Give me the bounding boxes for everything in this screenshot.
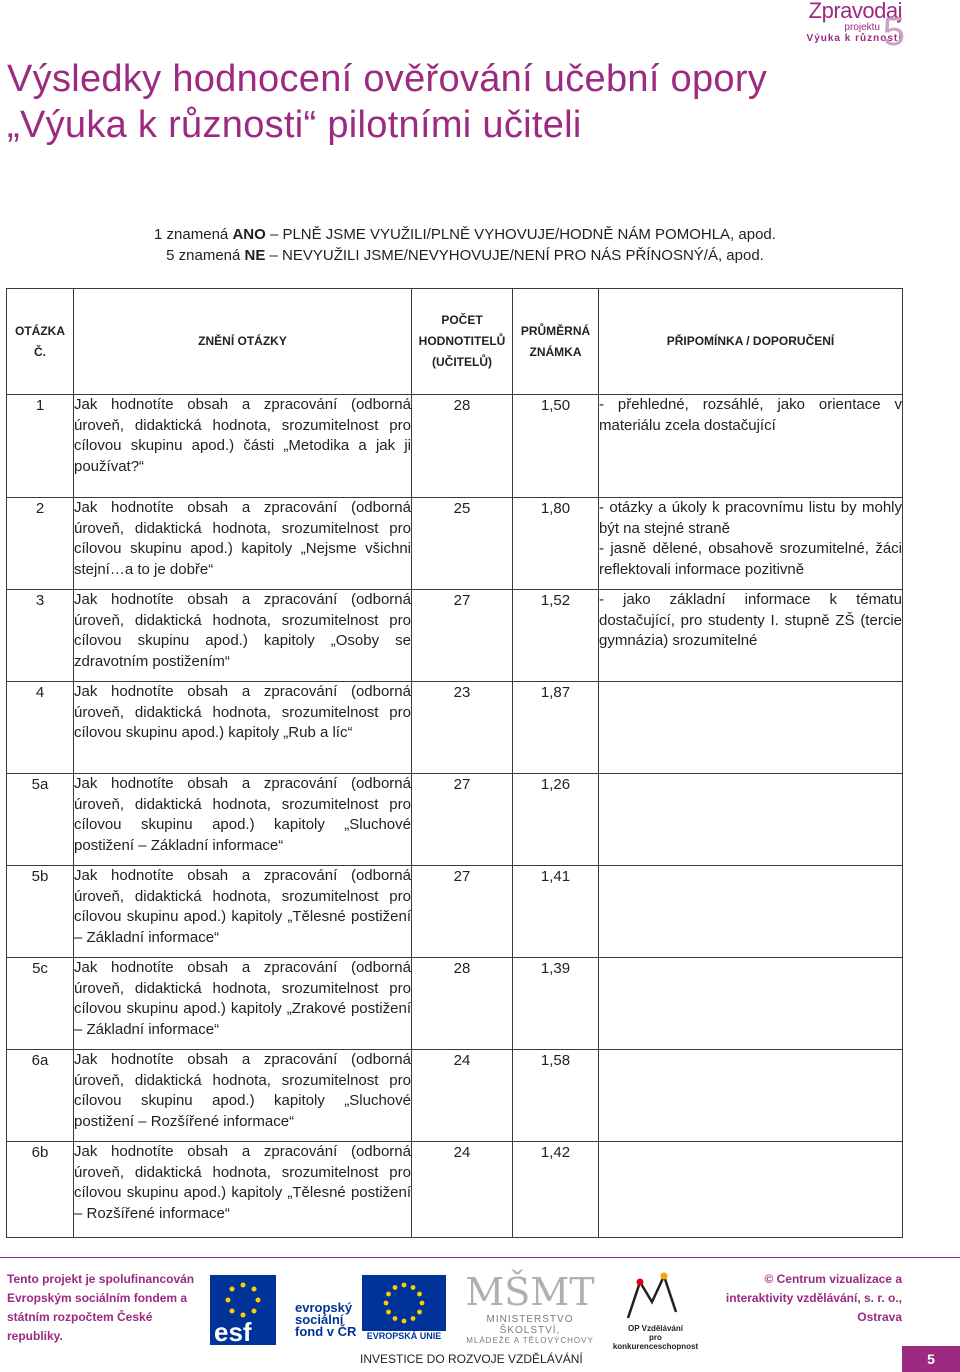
evaluator-count: 28	[412, 395, 513, 498]
question-text: Jak hodnotíte obsah a zpracování (odborná úroveň, didaktická hodnota, srozumitelnost pro cílovou skupinu apod.) kapitoly „Sluchové postižení – Rozšířené informace“	[74, 1050, 412, 1142]
note-cell	[599, 774, 903, 866]
header-average-line-1: PRŮMĚRNÁ	[520, 323, 591, 338]
legend-line-2	[0, 245, 930, 266]
table-row	[7, 498, 903, 590]
esf-label-line-3: fond v ČR	[295, 1324, 357, 1339]
question-number: 2	[7, 498, 74, 590]
question-text: Jak hodnotíte obsah a zpracování (odborná úroveň, didaktická hodnota, srozumitelnost pro cílovou skupinu apod.) kapitoly „Tělesné postižení – Rozšířené informace“	[74, 1142, 412, 1238]
note-cell	[599, 958, 903, 1050]
header-count-line-2: HODNOTITELŮ	[418, 334, 506, 348]
average-grade: 1,39	[513, 958, 599, 1050]
table-row	[7, 395, 903, 498]
note-cell	[599, 395, 903, 498]
question-text: Jak hodnotíte obsah a zpracování (odborná úroveň, didaktická hodnota, srozumitelnost pro cílovou skupinu apod.) kapitoly „Osoby se zdravotním postižením“	[74, 590, 412, 682]
average-grade: 1,87	[513, 682, 599, 774]
header-note	[599, 289, 903, 395]
esf-flag-icon	[210, 1275, 276, 1345]
question-number: 3	[7, 590, 74, 682]
esf-label	[295, 1302, 356, 1338]
evaluator-count: 27	[412, 590, 513, 682]
header-question-text	[74, 289, 412, 395]
average-grade: 1,26	[513, 774, 599, 866]
esf-label-line-1: evropský	[295, 1300, 353, 1315]
brand-subtitle: projektu	[844, 22, 880, 33]
op-vk-line-1: OP Vzdělávání	[628, 1324, 683, 1333]
legend-line-1	[0, 224, 930, 245]
brand-project: Výuka k různosti	[806, 33, 902, 44]
legend-1-prefix: 1 znamená	[154, 226, 233, 243]
table-header-row	[7, 289, 903, 395]
copyright-note: © Centrum vizualizace a interaktivity vzdělávání, s. r. o., Ostrava	[725, 1272, 902, 1324]
table-row	[7, 958, 903, 1050]
legend-2-keyword: NE	[244, 247, 266, 264]
op-vk-label	[608, 1324, 703, 1351]
question-number: 6a	[7, 1050, 74, 1142]
note-cell	[599, 1050, 903, 1142]
header-average-grade	[513, 289, 599, 395]
average-grade: 1,80	[513, 498, 599, 590]
legend-1-keyword: ANO	[232, 226, 266, 243]
eu-label: EVROPSKÁ UNIE	[366, 1331, 442, 1341]
average-grade: 1,52	[513, 590, 599, 682]
investment-slogan: INVESTICE DO ROZVOJE VZDĚLÁVÁNÍ	[360, 1352, 583, 1366]
question-number: 1	[7, 395, 74, 498]
header-question-number-line-1: OTÁZKA	[15, 323, 65, 338]
page-title	[7, 56, 767, 148]
msmt-logo	[455, 1270, 605, 1346]
note-cell	[599, 866, 903, 958]
header-question-text-label: ZNĚNÍ OTÁZKY	[198, 334, 287, 348]
question-number: 6b	[7, 1142, 74, 1238]
cofinancing-note: Tento projekt je spolufinancován Evropským sociálním fondem a státním rozpočtem České republiky.	[7, 1272, 195, 1343]
question-number: 5a	[7, 774, 74, 866]
note-line: - otázky a úkoly k pracovnímu listu by mohly být na stejné straně	[599, 499, 902, 537]
question-number: 5c	[7, 958, 74, 1050]
evaluator-count: 24	[412, 1050, 513, 1142]
question-text: Jak hodnotíte obsah a zpracování (odborná úroveň, didaktická hodnota, srozumitelnost pro cílovou skupinu apod.) části „Metodika a jak ji používat?“	[74, 395, 412, 498]
header-note-label: PŘIPOMÍNKA / DOPORUČENÍ	[666, 334, 835, 348]
brand-title: Zpravodaj	[808, 0, 902, 23]
eu-flag-icon	[362, 1275, 446, 1331]
page-title-line-2: „Výuka k různosti“ pilotními učiteli	[7, 104, 582, 146]
legend-1-text: – PLNĚ JSME VYUŽILI/PLNĚ VYHOVUJE/HODNĚ NÁM POMOHLA, apod.	[265, 226, 776, 243]
evaluator-count: 27	[412, 866, 513, 958]
header-evaluator-count	[412, 289, 513, 395]
question-number: 5b	[7, 866, 74, 958]
average-grade: 1,50	[513, 395, 599, 498]
note-line: - jako základní informace k tématu dostačující, pro studenty I. stupně ZŠ (tercie gymnázia) srozumitelné	[599, 591, 902, 650]
esf-letters: esf	[214, 1317, 252, 1345]
question-number: 4	[7, 682, 74, 774]
op-vk-line-2: pro konkurenceschopnost	[612, 1333, 699, 1351]
op-vk-logo	[606, 1272, 701, 1351]
average-grade: 1,41	[513, 866, 599, 958]
table-row	[7, 590, 903, 682]
average-grade: 1,58	[513, 1050, 599, 1142]
brand-issue-number: 5	[882, 10, 905, 54]
evaluator-count: 24	[412, 1142, 513, 1238]
question-text: Jak hodnotíte obsah a zpracování (odborná úroveň, didaktická hodnota, srozumitelnost pro cílovou skupinu apod.) kapitoly „Tělesné postižení – Základní informace“	[74, 866, 412, 958]
header-question-number	[7, 289, 74, 395]
legend-2-prefix: 5 znamená	[166, 247, 245, 264]
table-row	[7, 774, 903, 866]
page-title-line-1: Výsledky hodnocení ověřování učební opory	[7, 58, 768, 100]
esf-label-line-2: sociální	[295, 1312, 344, 1327]
header-count-line-1: POČET	[441, 313, 483, 327]
note-cell	[599, 498, 903, 590]
question-text: Jak hodnotíte obsah a zpracování (odborná úroveň, didaktická hodnota, srozumitelnost pro cílovou skupinu apod.) kapitoly „Nejsme všichni stejní…a to je dobře“	[74, 498, 412, 590]
question-text: Jak hodnotíte obsah a zpracování (odborná úroveň, didaktická hodnota, srozumitelnost pro cílovou skupinu apod.) kapitoly „Zrakové postižení – Základní informace“	[74, 958, 412, 1050]
header-count-line-3: (UČITELŮ)	[432, 355, 492, 369]
table-row	[7, 866, 903, 958]
evaluator-count: 25	[412, 498, 513, 590]
table-row	[7, 682, 903, 774]
msmt-mark-icon: MŠMT	[465, 1270, 595, 1314]
evaluation-table	[6, 288, 903, 1238]
eu-stars-icon	[362, 1275, 446, 1331]
note-cell	[599, 682, 903, 774]
note-line: - jasně dělené, obsahově srozumitelné, žáci reflektovali informace pozitivně	[599, 540, 902, 578]
msmt-line-2: MLÁDEŽE A TĚLOVÝCHOVY	[466, 1336, 594, 1345]
header-question-number-line-2: Č.	[34, 344, 46, 359]
op-vk-icon	[606, 1272, 701, 1322]
question-text: Jak hodnotíte obsah a zpracování (odborná úroveň, didaktická hodnota, srozumitelnost pro cílovou skupinu apod.) kapitoly „Sluchové postižení – Základní informace“	[74, 774, 412, 866]
table-row	[7, 1050, 903, 1142]
table-row	[7, 1142, 903, 1238]
evaluator-count: 23	[412, 682, 513, 774]
note-cell	[599, 590, 903, 682]
question-text: Jak hodnotíte obsah a zpracování (odborná úroveň, didaktická hodnota, srozumitelnost pro cílovou skupinu apod.) kapitoly „Rub a líc“	[74, 682, 412, 774]
header-average-line-2: ZNÁMKA	[529, 344, 582, 359]
msmt-line-1: MINISTERSTVO ŠKOLSTVÍ,	[486, 1314, 574, 1336]
evaluator-count: 27	[412, 774, 513, 866]
footer-divider	[0, 1257, 960, 1258]
average-grade: 1,42	[513, 1142, 599, 1238]
evaluator-count: 28	[412, 958, 513, 1050]
legend-2-text: – NEVYUŽILI JSME/NEVYHOVUJE/NENÍ PRO NÁS PŘÍNOSNÝ/Á, apod.	[265, 247, 764, 264]
rating-legend	[0, 224, 930, 266]
page-number: 5	[902, 1346, 960, 1372]
note-cell	[599, 1142, 903, 1238]
esf-logo-icon	[210, 1275, 276, 1345]
note-line: - přehledné, rozsáhlé, jako orientace v materiálu zcela dostačující	[599, 396, 902, 434]
